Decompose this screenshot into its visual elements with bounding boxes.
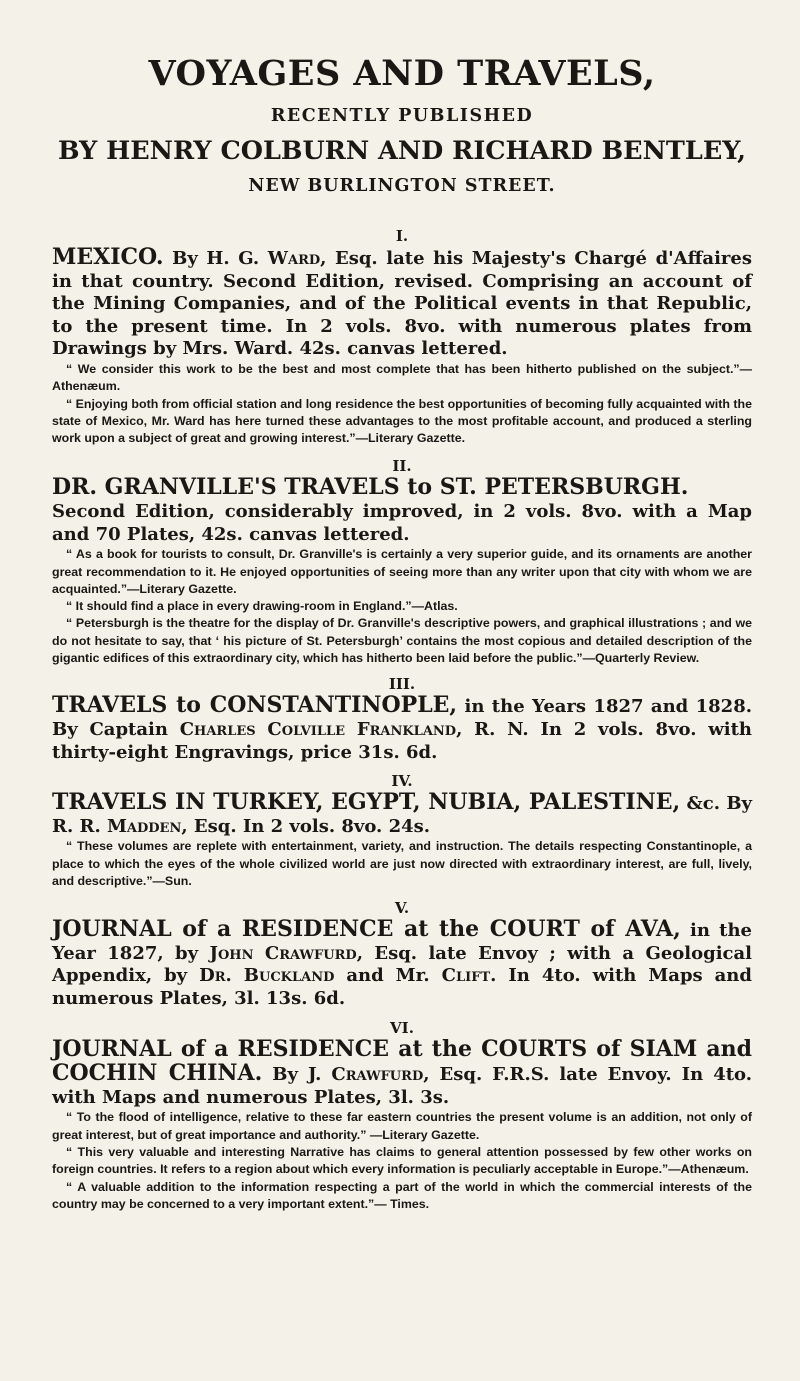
entry-description: , Esq. F.R.S. late Envoy. In 4to. with Maps and numerous Plates, 3l. 3s. (52, 1064, 752, 1108)
entry-numeral: I. (395, 227, 409, 245)
by-text: &c. By R. R. (52, 793, 752, 837)
review-quote: “ A valuable addition to the information respecting a part of the world in which the commercial interests of the country may be concerned to a very important extent.”— Times. (52, 1179, 752, 1211)
entry-description: , R. N. In 2 vols. 8vo. with thirty-eight Engravings, price 31s. 6d. (52, 718, 752, 763)
author-name: Madden (106, 815, 182, 837)
entry-description: , Esq. late Envoy ; with a Geological Appendix, by (52, 942, 752, 987)
entry-numeral: II. (392, 457, 412, 476)
book-title: TRAVELS to CONSTANTINOPLE, (52, 692, 458, 719)
review-quote: “ It should find a place in every drawing-room in England.”—Atlas. (66, 599, 458, 614)
author-name: Dr. Buckland (199, 965, 335, 987)
author-name: Clift (441, 965, 491, 987)
book-entry-1 (52, 227, 752, 447)
book-entry-2 (52, 457, 752, 667)
page-title: VOYAGES AND TRAVELS, (148, 53, 656, 94)
author-name: John Crawfurd (209, 942, 357, 964)
author-name: Charles Colville Frankland (179, 718, 457, 740)
advertisement-page (52, 54, 752, 1213)
address-line: NEW BURLINGTON STREET. (248, 176, 556, 196)
book-title: JOURNAL of a RESIDENCE at the COURT of AVA, (52, 916, 681, 943)
entry-numeral: V. (394, 899, 410, 918)
entry-numeral: VI. (390, 1018, 414, 1037)
entry-heading (52, 1035, 752, 1110)
by-text: By J. (262, 1064, 332, 1086)
by-text: in the Year 1827, by (52, 920, 753, 964)
entry-numeral: IV. (391, 772, 413, 791)
entry-heading (52, 791, 752, 838)
book-entry-4 (52, 772, 752, 890)
review-quote: “ Petersburgh is the theatre for the display of Dr. Granville's descriptive powers, and graphical illustrations ; and we do not hesitate to say, that ‘ his picture of St. Petersburgh’ contains the most copious and detailed description of the gigantic edifices of this extraordinary city, which has hitherto been laid before the public.”—Quarterly Review. (52, 616, 752, 666)
publishers-line: BY HENRY COLBURN AND RICHARD BENTLEY, (57, 136, 747, 166)
book-entry-6 (52, 1019, 752, 1214)
review-quote: “ Enjoying both from official station and long residence the best opportunities of becoming fully acquainted with the state of Mexico, Mr. Ward has here turned these advantages to the most profitable account, and produced a sterling work upon a subject of great and growing interest.”—Literary Gazette. (52, 396, 752, 446)
entry-heading (52, 694, 752, 764)
entry-description: , Esq. late his Majesty's Chargé d'Affaires in that country. Second Edition, revised. Comprising an account of the Mining Companies, and of the Political events in that Republic, to the present time. In 2 vols. 8vo. with numerous plates from Drawings by Mrs. Ward. 42s. canvas lettered. (52, 248, 752, 360)
book-title: TRAVELS IN TURKEY, EGYPT, NUBIA, PALESTINE, (52, 789, 681, 816)
review-quote: “ These volumes are replete with entertainment, variety, and instruction. The details respecting Constantinople, a place to which the eyes of the whole civilized world are just now directed with extraordinary interest, are full, lively, and descriptive.”—Sun. (52, 839, 752, 888)
entry-description: , Esq. In 2 vols. 8vo. 24s. (181, 815, 431, 837)
by-text: in the Years 1827 and 1828. By Captain (52, 696, 752, 740)
book-title: JOURNAL of a RESIDENCE at the COURTS of SIAM and COCHIN CHINA. (52, 1035, 752, 1087)
entry-numeral: III. (388, 675, 416, 694)
entry-description: Second Edition, considerably improved, in 2 vols. 8vo. with a Map and 70 Plates, 42s. canvas lettered. (52, 501, 752, 545)
book-entry-3 (52, 675, 752, 764)
entry-heading (52, 918, 752, 1010)
entry-description: and Mr. (334, 965, 442, 987)
book-title: DR. GRANVILLE'S TRAVELS to ST. PETERSBURGH. (52, 474, 689, 501)
review-quote: “ This very valuable and interesting Narrative has claims to general attention possessed by few other works on foreign countries. It refers to a region about which every information is peculiarly acceptable in Europe.”—Athenæum. (52, 1144, 752, 1177)
entry-heading (52, 476, 752, 501)
entry-heading (52, 246, 752, 361)
entry-description: . In 4to. with Maps and numerous Plates, 3l. 13s. 6d. (52, 965, 752, 1009)
author-name: Ward (267, 248, 321, 269)
author-name: Crawfurd (331, 1064, 424, 1086)
review-quote: “ To the flood of intelligence, relative to these far eastern countries the present volume is an addition, not only of great interest, but of great importance and authority.” —Literary Gazette. (52, 1110, 752, 1142)
book-title: MEXICO. (52, 244, 164, 270)
recently-published-line: RECENTLY PUBLISHED (270, 106, 534, 126)
review-quote: “ As a book for tourists to consult, Dr. Granville's is certainly a very superior guide, and its ornaments are another great recommendation to it. He enjoyed opportunities of seeing more than any writer upon that city with whom we are acquainted.”—Literary Gazette. (52, 547, 752, 596)
by-text: By H. G. (163, 248, 268, 269)
review-quote: “ We consider this work to be the best and most complete that has been hitherto published on the subject.”—Athenæum. (52, 361, 752, 394)
book-entry-5 (52, 899, 752, 1010)
